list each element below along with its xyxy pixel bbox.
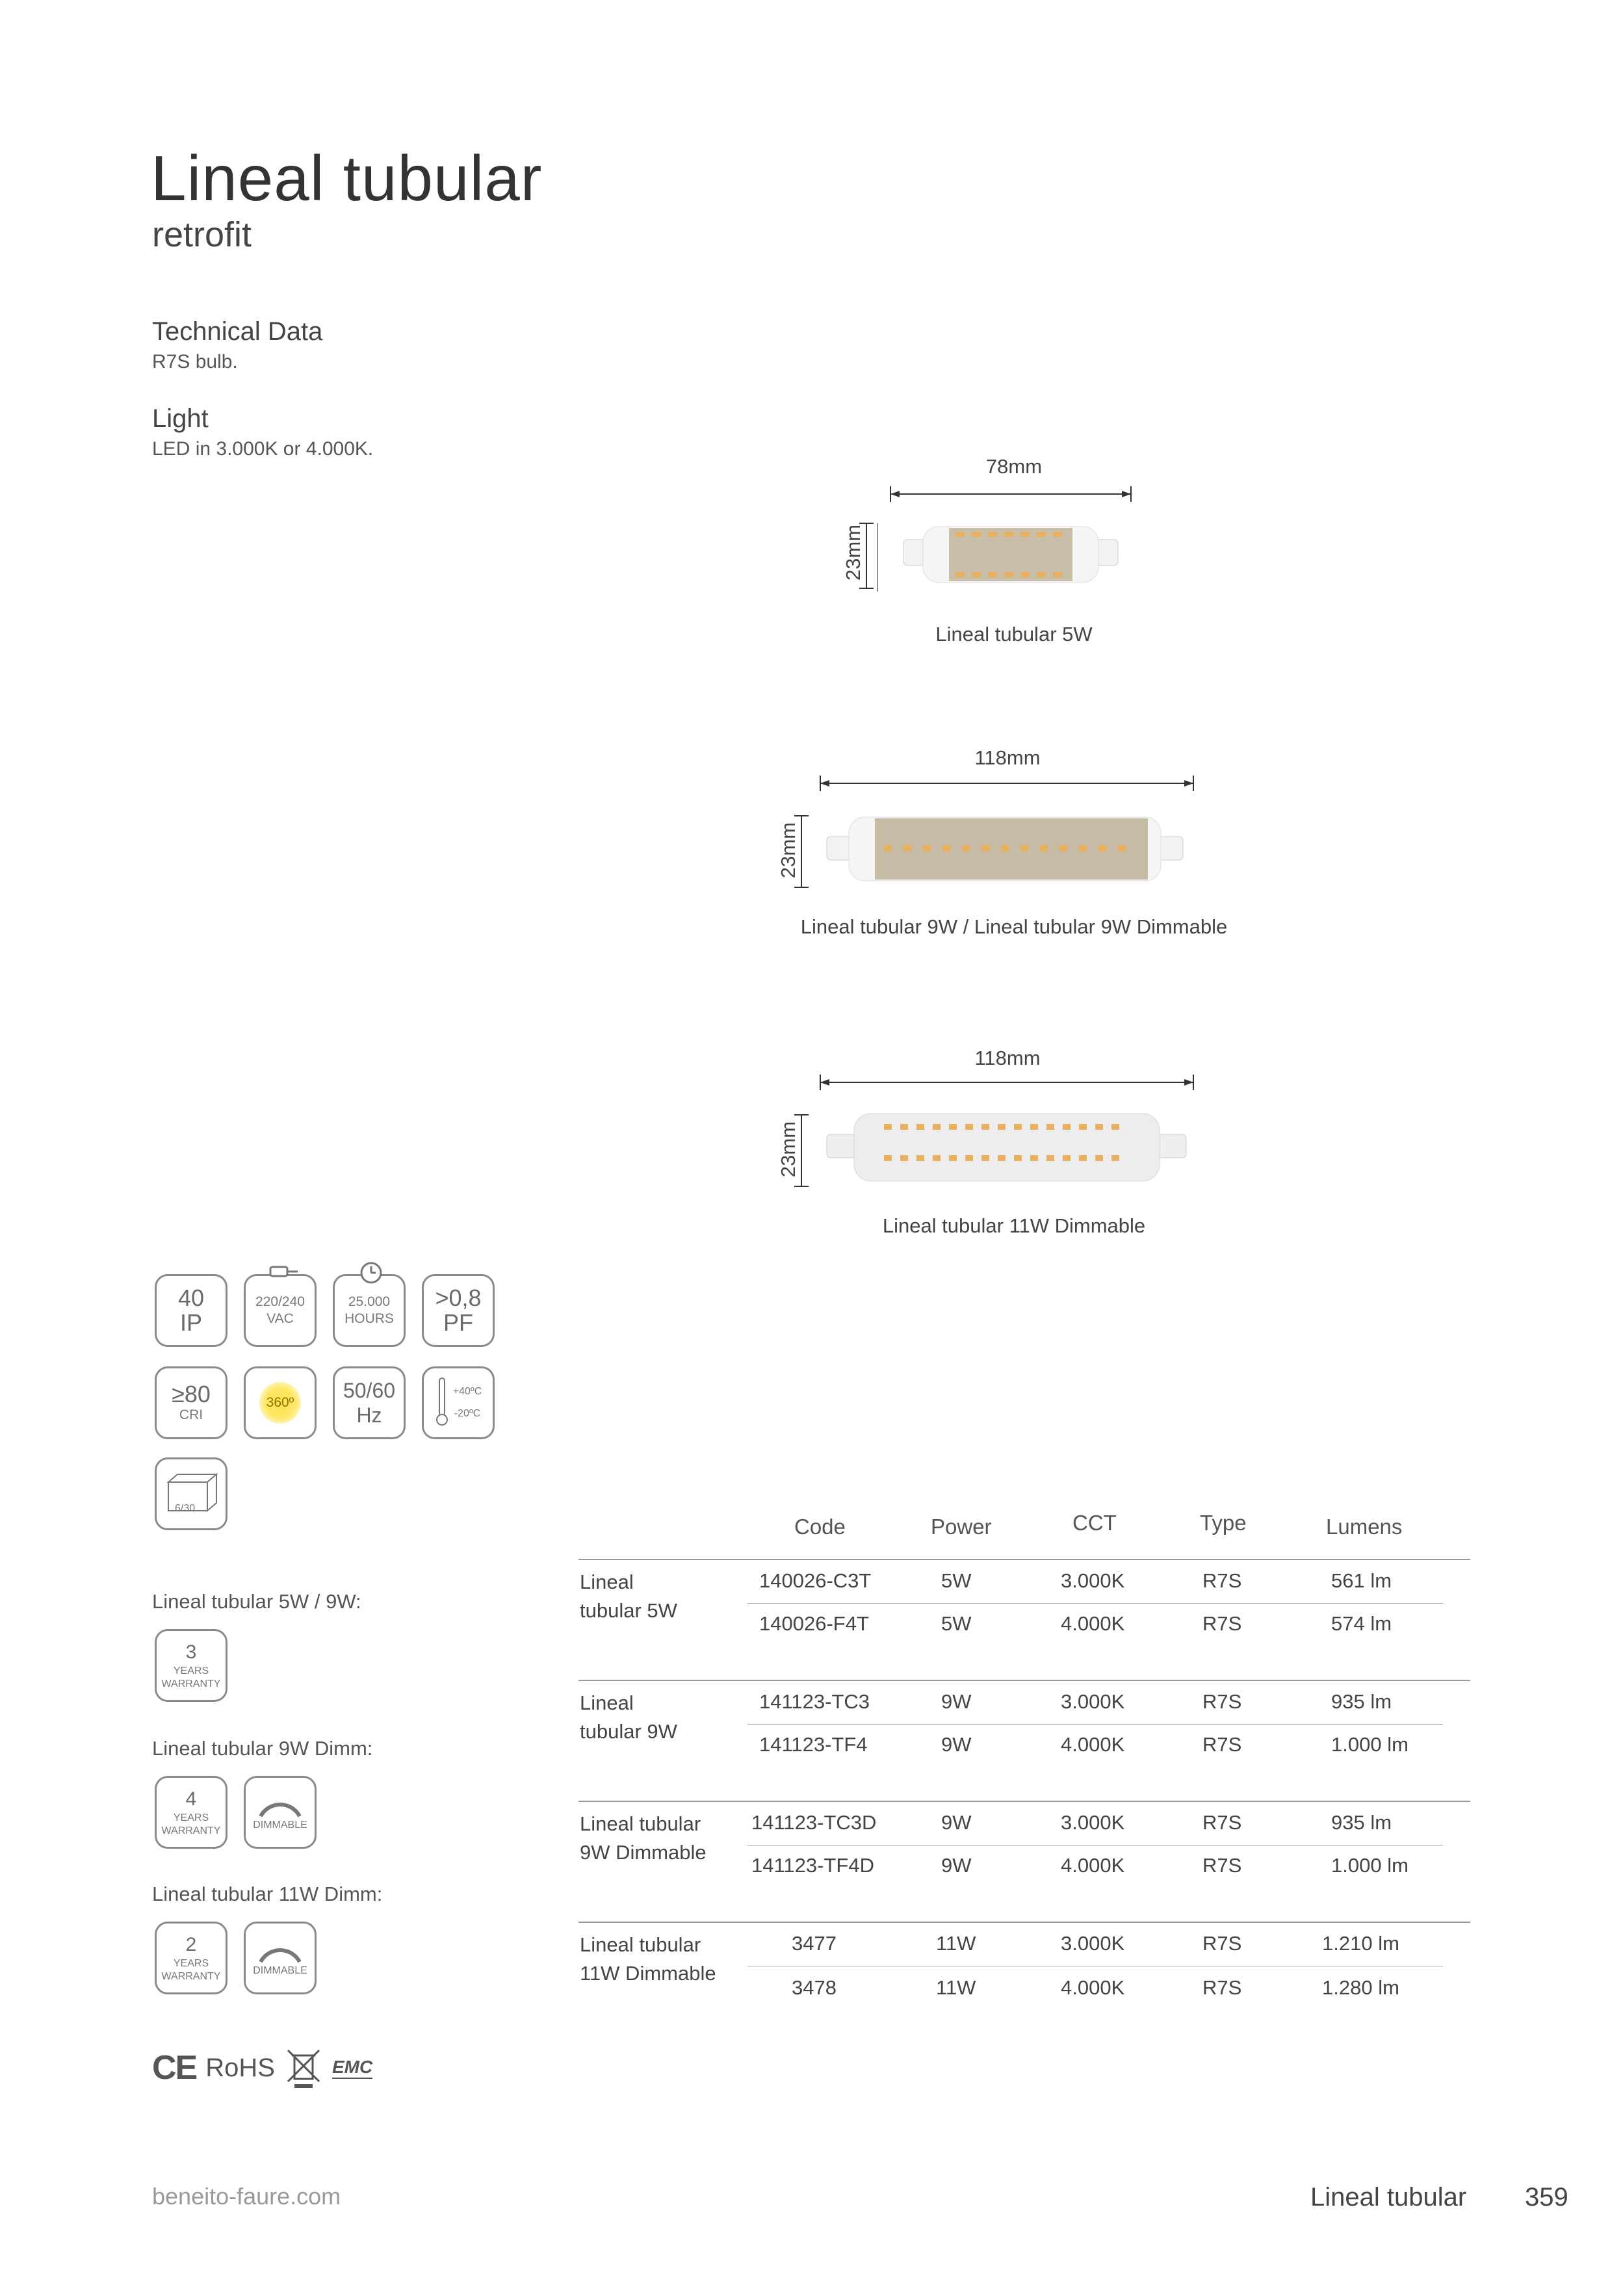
warranty-line1: YEARS <box>173 1958 209 1969</box>
warranty-years: 2 <box>185 1934 197 1955</box>
warranty-line2: WARRANTY <box>161 1825 221 1836</box>
product-caption: Lineal tubular 5W <box>935 623 1093 646</box>
warranty-label: Lineal tubular 5W / 9W: <box>152 1590 361 1613</box>
cell-cct: 4.000K <box>1061 1733 1125 1756</box>
rohs-mark: RoHS <box>205 2053 275 2082</box>
hours-unit: HOURS <box>344 1311 394 1326</box>
bulb-11w-image <box>812 1069 1202 1193</box>
hz-unit: Hz <box>356 1403 382 1427</box>
cell-lumens: 1.210 lm <box>1322 1932 1399 1955</box>
group-name-line2: 9W Dimmable <box>580 1841 707 1864</box>
cell-code: 3477 <box>792 1932 837 1955</box>
ce-mark-icon: CE <box>152 2049 197 2087</box>
thermometer-icon <box>435 1376 449 1431</box>
frequency-badge <box>333 1366 406 1439</box>
dimmer-arc-icon <box>254 1793 306 1819</box>
hz-value: 50/60 <box>343 1379 396 1402</box>
beam-angle-badge <box>244 1366 317 1439</box>
product-caption: Lineal tubular 9W / Lineal tubular 9W Dimmable <box>800 915 1228 938</box>
col-header-code: Code <box>794 1515 846 1539</box>
warranty-years: 4 <box>185 1788 197 1810</box>
cell-type: R7S <box>1202 1690 1242 1713</box>
dimmable-label: DIMMABLE <box>253 1820 307 1831</box>
temperature-badge <box>422 1366 495 1439</box>
ip-unit: IP <box>179 1309 202 1336</box>
group-divider <box>578 1680 1470 1681</box>
width-dimension: 78mm <box>985 455 1043 478</box>
clock-icon <box>359 1260 383 1288</box>
height-dimension: 23mm <box>777 822 799 879</box>
website-link[interactable]: beneito-faure.com <box>152 2183 341 2210</box>
col-header-cct: CCT <box>1072 1511 1117 1535</box>
cell-code: 141123-TC3D <box>751 1811 877 1834</box>
dimmer-arc-icon <box>254 1938 306 1964</box>
cell-power: 5W <box>941 1612 972 1635</box>
height-dimension: 23mm <box>842 524 864 581</box>
cell-lumens: 574 lm <box>1331 1612 1392 1635</box>
warranty-badge <box>155 1629 227 1702</box>
dimmable-badge <box>244 1922 317 1994</box>
cell-lumens: 561 lm <box>1331 1569 1392 1592</box>
cell-power: 11W <box>936 1932 976 1955</box>
cell-cct: 4.000K <box>1061 1854 1125 1877</box>
cell-type: R7S <box>1202 1854 1242 1877</box>
cell-cct: 4.000K <box>1061 1612 1125 1635</box>
cell-type: R7S <box>1202 1612 1242 1635</box>
product-caption: Lineal tubular 11W Dimmable <box>882 1214 1146 1237</box>
cell-lumens: 1.000 lm <box>1331 1733 1409 1756</box>
warranty-badge <box>155 1922 227 1994</box>
emc-mark-icon: EMC <box>332 2057 372 2079</box>
group-name-line2: tubular 9W <box>580 1720 677 1743</box>
cell-code: 3478 <box>792 1976 837 1999</box>
warranty-line2: WARRANTY <box>161 1971 221 1982</box>
dimmable-label: DIMMABLE <box>253 1965 307 1976</box>
footer-section: Lineal tubular <box>1310 2183 1467 2211</box>
lifetime-badge <box>333 1274 406 1347</box>
warranty-line1: YEARS <box>173 1665 209 1676</box>
cell-cct: 3.000K <box>1061 1690 1125 1713</box>
temp-low: -20ºC <box>454 1408 481 1419</box>
warranty-line1: YEARS <box>173 1812 209 1823</box>
cri-unit: CRI <box>179 1407 203 1422</box>
ip-badge <box>155 1274 227 1347</box>
cell-lumens: 1.000 lm <box>1331 1854 1409 1877</box>
page-number: 359 <box>1525 2183 1568 2211</box>
row-divider <box>747 1845 1443 1846</box>
packaging-badge <box>155 1457 227 1530</box>
cell-power: 5W <box>941 1569 972 1592</box>
row-divider <box>747 1724 1443 1725</box>
cell-code: 140026-F4T <box>759 1612 869 1635</box>
plug-icon <box>265 1262 299 1285</box>
voltage-value: 220/240 <box>255 1294 305 1309</box>
warranty-line2: WARRANTY <box>161 1678 221 1689</box>
cell-code: 141123-TF4D <box>751 1854 874 1877</box>
cell-type: R7S <box>1202 1976 1242 1999</box>
box-value: 6/30 <box>175 1503 196 1514</box>
cell-code: 140026-C3T <box>759 1569 872 1592</box>
cell-lumens: 935 lm <box>1331 1690 1392 1713</box>
group-name <box>580 1931 716 1988</box>
angle-value: 360º <box>266 1395 294 1410</box>
cell-lumens: 1.280 lm <box>1322 1976 1399 1999</box>
group-divider <box>578 1922 1470 1923</box>
cri-badge <box>155 1366 227 1439</box>
group-divider <box>578 1559 1470 1560</box>
col-header-power: Power <box>931 1515 992 1539</box>
cell-power: 9W <box>941 1733 972 1756</box>
warranty-label: Lineal tubular 9W Dimm: <box>152 1737 373 1760</box>
light-glow-icon <box>259 1382 301 1424</box>
voltage-badge <box>244 1274 317 1347</box>
weee-bin-icon <box>284 2046 323 2089</box>
cell-cct: 4.000K <box>1061 1976 1125 1999</box>
cell-type: R7S <box>1202 1932 1242 1955</box>
col-header-type: Type <box>1200 1511 1247 1535</box>
group-name-line2: 11W Dimmable <box>580 1962 716 1985</box>
group-name-line1: Lineal tubular <box>580 1933 701 1956</box>
width-dimension: 118mm <box>974 1047 1041 1069</box>
cell-code: 141123-TF4 <box>759 1733 868 1756</box>
height-dimension: 23mm <box>777 1121 799 1178</box>
cell-type: R7S <box>1202 1811 1242 1834</box>
row-divider <box>747 1603 1443 1604</box>
cell-lumens: 935 lm <box>1331 1811 1392 1834</box>
power-factor-badge <box>422 1274 495 1347</box>
group-divider <box>578 1801 1470 1802</box>
width-dimension: 118mm <box>974 746 1041 769</box>
warranty-label: Lineal tubular 11W Dimm: <box>152 1883 383 1905</box>
cell-type: R7S <box>1202 1733 1242 1756</box>
cell-power: 9W <box>941 1690 972 1713</box>
group-name <box>580 1689 677 1746</box>
technical-text: R7S bulb. <box>152 351 238 372</box>
bulb-9w-image <box>812 770 1202 894</box>
cell-cct: 3.000K <box>1061 1569 1125 1592</box>
dimmable-badge <box>244 1776 317 1849</box>
temp-high: +40ºC <box>452 1386 482 1397</box>
warranty-badge <box>155 1776 227 1849</box>
group-name-line1: Lineal <box>580 1571 634 1593</box>
cell-power: 9W <box>941 1854 972 1877</box>
pf-unit: PF <box>443 1309 473 1336</box>
ip-value: 40 <box>177 1285 205 1311</box>
group-name-line2: tubular 5W <box>580 1599 677 1622</box>
group-name <box>580 1810 707 1867</box>
cell-cct: 3.000K <box>1061 1811 1125 1834</box>
page-title: Lineal tubular <box>151 142 543 214</box>
cell-power: 9W <box>941 1811 972 1834</box>
light-text: LED in 3.000K or 4.000K. <box>152 438 374 460</box>
group-name-line1: Lineal <box>580 1691 634 1714</box>
cell-cct: 3.000K <box>1061 1932 1125 1955</box>
warranty-years: 3 <box>185 1641 197 1663</box>
cell-power: 11W <box>936 1976 976 1999</box>
page-subtitle: retrofit <box>152 215 252 254</box>
cell-code: 141123-TC3 <box>759 1690 870 1713</box>
hours-value: 25.000 <box>348 1294 391 1309</box>
technical-heading: Technical Data <box>152 317 323 346</box>
light-heading: Light <box>152 404 209 433</box>
bulb-5w-image <box>877 481 1163 598</box>
group-name <box>580 1568 677 1625</box>
certifications <box>152 2046 372 2089</box>
group-name-line1: Lineal tubular <box>580 1812 701 1835</box>
cri-value: ≥80 <box>172 1381 211 1407</box>
pf-value: >0,8 <box>435 1285 482 1311</box>
col-header-lumens: Lumens <box>1326 1515 1403 1539</box>
cell-type: R7S <box>1202 1569 1242 1592</box>
voltage-unit: VAC <box>266 1311 294 1326</box>
